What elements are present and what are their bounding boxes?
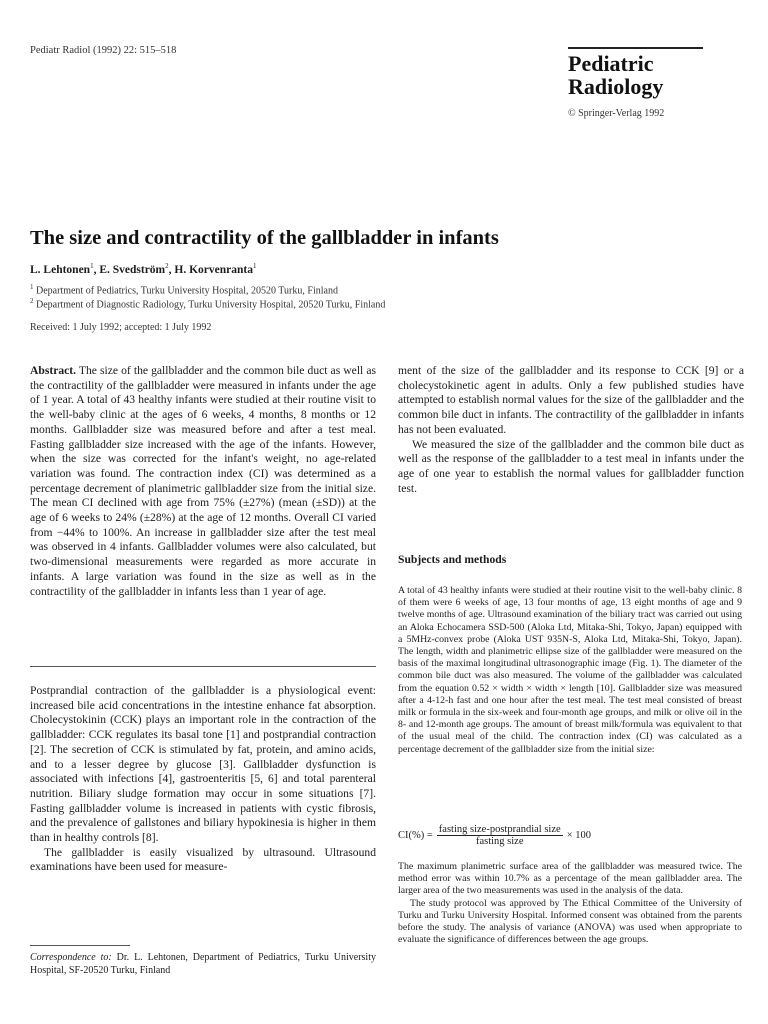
publisher-copyright: © Springer-Verlag 1992	[568, 108, 665, 119]
author-affil-mark: 2	[165, 262, 169, 270]
methods-paragraph: The study protocol was approved by The Ethical Committee of the University of Turku and Turku University Hospital. Informed consent was obtained from the parents before the study. The analysis of variance (ANOVA) was used when appropriate to evaluate the significance of differences between the age groups.	[398, 897, 742, 946]
author-list: L. Lehtonen$^1$, E. Svedström$^2$, H. Korvenranta$^1$	[30, 262, 257, 276]
intro-paragraph: ment of the size of the gallbladder and its response to CCK [9] or a cholecystokinetic agent in adults. Only a few published studies have attempted to establish normal values for the size of the gallbladder and the common bile duct in infants. The contractility of the gallbladder in infants has not been evaluated.	[398, 364, 744, 436]
author-name: L. Lehtonen	[30, 263, 91, 276]
formula-rhs: × 100	[566, 830, 591, 841]
author-affil-mark: 1	[252, 262, 257, 270]
contraction-index-formula	[398, 824, 591, 847]
abstract-text: The size of the gallbladder and the common bile duct as well as the contractility of the gallbladder were measured in infants under the age of 1 year. A total of 43 healthy infants were studied at their routine visit to the well-baby clinic at the ages of 6 weeks, 4 months, 8 months or 12 months. Gallbladder size was measured before and after a test meal. Fasting gallbladder size increased with the age of the infants. However, when the size was corrected for the infant's weight, no age-related variation was found. The contraction index (CI) was determined as a percentage decrement of planimetric gallbladder size from the initial size. The mean CI declined with age from 75% (±27%) (mean (±SD)) at the age of 6 weeks to 24% (±28%) at the age of 12 months. Overall CI varied from −44% to 100%. An increase in gallbladder size after the test meal was observed in 4 infants. Gallbladder volumes were also calculated, but two-dimensional measurements were regarded as more accurate in infants. A large variation was found in the size as well as in the contractility of the gallbladder in infants less than 1 year of age.	[30, 364, 376, 598]
masthead-rule	[568, 47, 703, 49]
correspondence-note	[30, 952, 376, 977]
section-heading-methods: Subjects and methods	[398, 553, 507, 566]
methods-paragraph: The maximum planimetric surface area of the gallbladder was measured twice. The method error was within 10.7% as a percentage of the mean gallbladder area. The larger area of the two measurements was used in the analysis of the data.	[398, 861, 742, 897]
formula-lhs: CI(%) =	[398, 830, 433, 841]
formula-fraction	[437, 824, 563, 847]
section-divider	[30, 666, 376, 667]
author-name: H. Korvenranta	[174, 263, 253, 276]
introduction	[30, 684, 376, 875]
correspondence-address: Dr. L. Lehtonen, Department of Pediatrics, Turku University Hospital, SF-20520 Turku, Finland	[30, 952, 376, 976]
article-title: The size and contractility of the gallbladder in infants	[30, 227, 499, 249]
received-dates: Received: 1 July 1992; accepted: 1 July 1992	[30, 322, 212, 333]
affiliation: $^1$ Department of Pediatrics, Turku University Hospital, 20520 Turku, Finland	[30, 283, 338, 297]
journal-masthead	[568, 47, 708, 119]
intro-continued	[398, 364, 744, 496]
methods-paragraph: A total of 43 healthy infants were studied at their routine visit to the well-baby clinic. 8 of them were 6 weeks of age, 13 four months of age, 13 eight months of age and 9 twelve months of age. Ultrasound examination of the biliary tract was carried out using an Aloka Echocamera SSD-500 (Aloka Ltd, Mitaka-Shi, Tokyo, Japan) equipped with a 5MHz-convex probe (Aloka UST 935N-S, Aloka Ltd, Mitaka-Shi, Tokyo, Japan). The length, width and planimetric ellipse size of the gallbladder were measured on the basis of the maximal longitudinal ultrasonographic image (Fig. 1). The diameter of the common bile duct was also measured. The volume of the gallbladder was calculated from the equation 0.52 × width × width × length [10]. Gallbladder size was measured after a 4-12-h fast and one hour after the test meal. The test meal consisted of breast milk or formula in the six-week and four-month age groups, and milk or olive oil in the 8- and 12-month age groups. The amount of breast milk/formula was equivalent to that of the usual meal of the child. The contraction index (CI) was calculated as a percentage decrement of the gallbladder size from the initial size:	[398, 585, 742, 755]
footnote-divider	[30, 945, 130, 946]
journal-citation: Pediatr Radiol (1992) 22: 515–518	[30, 45, 177, 56]
journal-name-line1: Pediatric	[568, 51, 654, 76]
journal-name-line2: Radiology	[568, 74, 664, 99]
formula-denominator: fasting size	[475, 836, 524, 847]
affiliation: $^2$ Department of Diagnostic Radiology, Turku University Hospital, 20520 Turku, Finland	[30, 297, 386, 311]
methods-body	[398, 585, 742, 756]
abstract-label: Abstract.	[30, 364, 77, 377]
methods-body-continued	[398, 861, 742, 946]
author-affil-mark: 1	[90, 262, 94, 270]
author-name: E. Svedström	[99, 263, 166, 276]
abstract	[30, 364, 376, 599]
intro-paragraph: Postprandial contraction of the gallbladder is a physiological event: increased bile acid concentrations in the intestine enhance fat absorption. Cholecystokinin (CCK) plays an important role in the contraction of the gallbladder: CCK regulates its basal tone [1] and postprandial contraction [2]. The secretion of CCK is stimulated by fat, protein, and amino acids, and to a lesser degree by glucose [3]. Gallbladder dysfunction is associated with infections [4], gastroenteritis [5, 6] and total parenteral nutrition. Biliary sludge formation may occur in some situations [7]. Fasting gallbladder volume is increased in patients with cystic fibrosis, and the prevalence of gallstones and biliary hypokinesia is higher in them than in healthy controls [8].	[30, 684, 376, 845]
formula-numerator: fasting size-postprandial size	[438, 824, 561, 835]
intro-paragraph: We measured the size of the gallbladder and the common bile duct as well as the response of the gallbladder to a test meal in infants under the age of one year to establish the normal values for gallbladder function test.	[398, 437, 744, 495]
correspondence-label: Correspondence to:	[30, 952, 112, 963]
intro-paragraph: The gallbladder is easily visualized by ultrasound. Ultrasound examinations have been used for measure-	[30, 845, 376, 874]
